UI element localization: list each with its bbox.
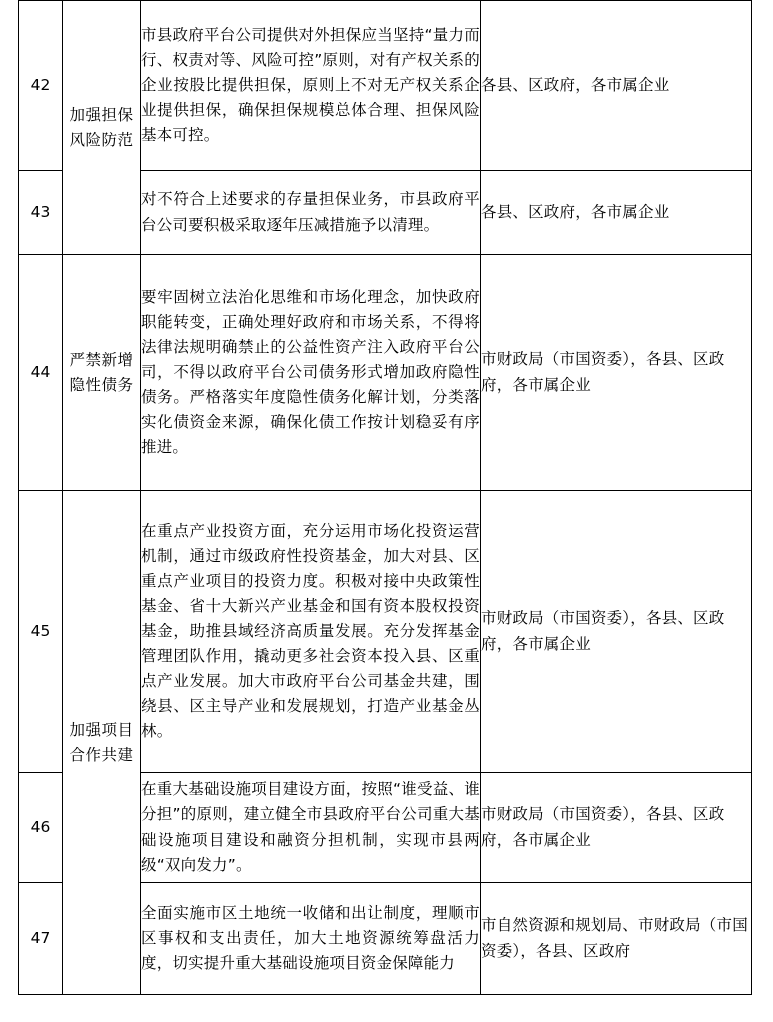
table-row [19, 1, 752, 171]
row-number: 46 [19, 773, 63, 883]
table-row [19, 255, 752, 491]
row-topic [63, 255, 141, 491]
row-number: 45 [19, 491, 63, 773]
row-content: 对不符合上述要求的存量担保业务，市县政府平台公司要积极采取逐年压减措施予以清理。 [141, 171, 481, 255]
table-row [19, 491, 752, 773]
row-topic [63, 491, 141, 995]
row-number: 44 [19, 255, 63, 491]
row-topic-label: 加强担保风险防范 [69, 106, 134, 149]
row-number: 47 [19, 883, 63, 995]
row-number: 42 [19, 1, 63, 171]
row-responsible-unit: 各县、区政府，各市属企业 [481, 1, 752, 171]
policy-task-table [18, 0, 752, 995]
row-content: 市县政府平台公司提供对外担保应当坚持“量力而行、权责对等、风险可控”原则，对有产权关系的企业按股比提供担保，原则上不对无产权关系企业提供担保，确保担保规模总体合理、担保风险基本可控。 [141, 1, 481, 171]
row-content: 要牢固树立法治化思维和市场化理念，加快政府职能转变，正确处理好政府和市场关系，不得将法律法规明确禁止的公益性资产注入政府平台公司，不得以政府平台公司债务形式增加政府隐性债务。严格落实年度隐性债务化解计划，分类落实化债资金来源，确保化债工作按计划稳妥有序推进。 [141, 255, 481, 491]
row-responsible-unit: 市财政局（市国资委），各县、区政府，各市属企业 [481, 491, 752, 773]
row-topic-label: 加强项目合作共建 [69, 721, 134, 764]
row-topic [63, 1, 141, 255]
row-responsible-unit: 市财政局（市国资委），各县、区政府，各市属企业 [481, 773, 752, 883]
row-responsible-unit: 市自然资源和规划局、市财政局（市国资委），各县、区政府 [481, 883, 752, 995]
row-content: 在重点产业投资方面，充分运用市场化投资运营机制，通过市级政府性投资基金，加大对县、区重点产业项目的投资力度。积极对接中央政策性基金、省十大新兴产业基金和国有资本股权投资基金，助推县域经济高质量发展。充分发挥基金管理团队作用，撬动更多社会资本投入县、区重点产业发展。加大市政府平台公司基金共建，围绕县、区主导产业和发展规划，打造产业基金丛林。 [141, 491, 481, 773]
row-responsible-unit: 市财政局（市国资委），各县、区政府，各市属企业 [481, 255, 752, 491]
row-topic-label: 严禁新增隐性债务 [69, 351, 134, 394]
row-number: 43 [19, 171, 63, 255]
row-content: 全面实施市区土地统一收储和出让制度，理顺市区事权和支出责任，加大土地资源统筹盘活力度，切实提升重大基础设施项目资金保障能力 [141, 883, 481, 995]
row-content: 在重大基础设施项目建设方面，按照“谁受益、谁分担”的原则，建立健全市县政府平台公司重大基础设施项目建设和融资分担机制，实现市县两级“双向发力”。 [141, 773, 481, 883]
row-responsible-unit: 各县、区政府，各市属企业 [481, 171, 752, 255]
